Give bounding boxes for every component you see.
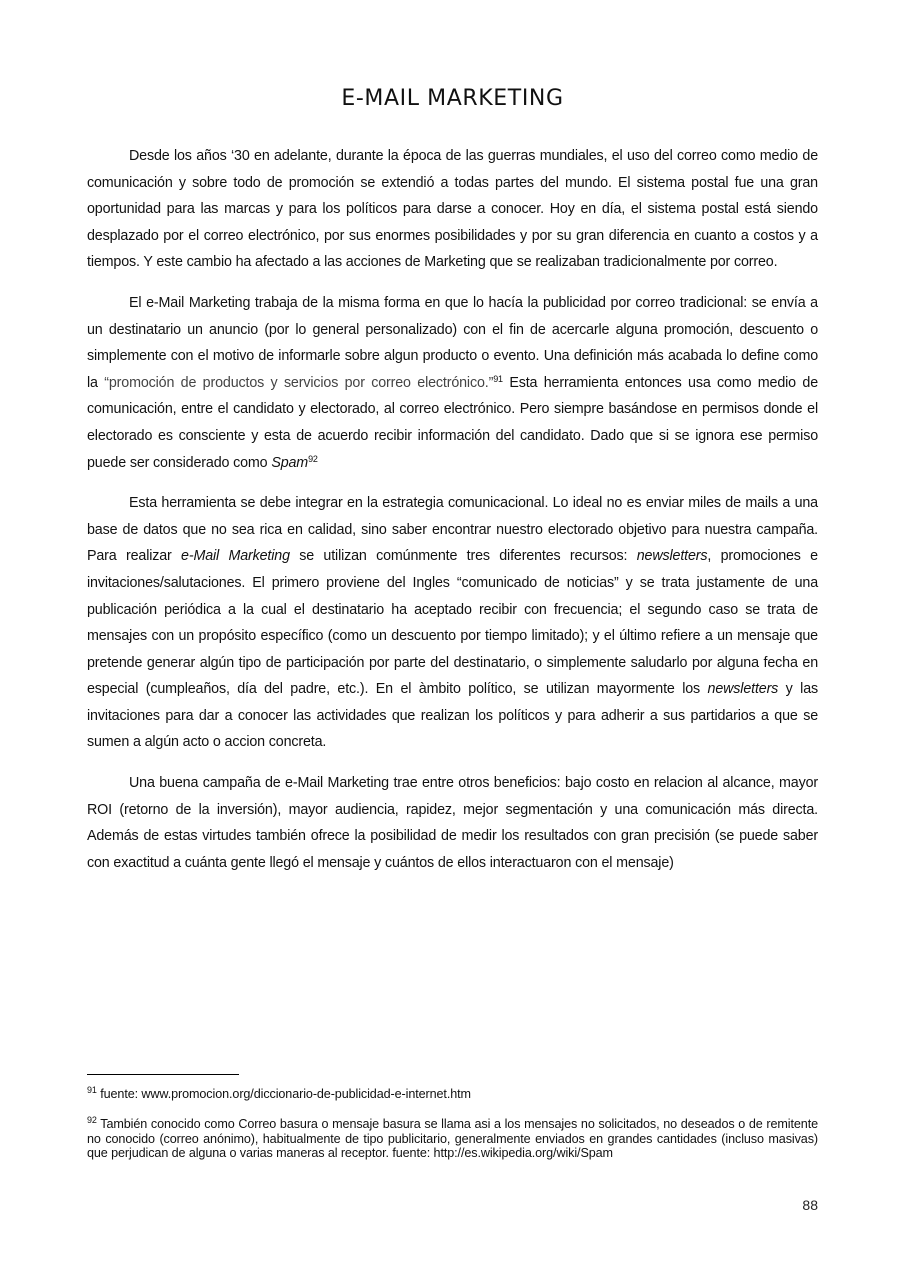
text-run: Esta herramienta se debe integrar en la estrategia comunicacional. Lo ideal no es enviar miles de mails a una base de datos que no sea rica en calidad, sino saber encontrar nuestro electorado objetivo para nuestra campaña. Para realizar [87,495,818,565]
footnote-number: 92 [87,1115,97,1125]
paragraph [87,290,818,476]
footnote-divider [87,1074,239,1075]
text-run: , promociones e invitaciones/salutaciones. El primero proviene del Ingles “comunicado de noticias” y se trata justamente de una publicación periódica a la cual el destinatario ha aceptado recibir con frecuencia; el segundo caso se trata de mensajes con un propósito específico (como un descuento por tiempo limitado); y el último refiere a un mensaje que pretende generar algún tipo de participación por parte del destinatario, o simplemente saludarlo por alguna fecha en especial (cumpleaños, día del padre, etc.). En el àmbito político, se utilizan mayormente los [87,548,818,698]
paragraph [87,770,818,876]
text-run: El e-Mail Marketing trabaja de la misma forma en que lo hacía la publicidad por correo tradicional: se envía a un destinatario un anuncio (por lo general personalizado) con el fin de acercarle alguna promoción, descuento o simplemente con el motivo de informarle sobre algun producto o evento. Una definición más acabada lo define como la [87,294,818,391]
paragraph [87,143,818,276]
text-run: Desde los años ‘30 en adelante, durante la época de las guerras mundiales, el uso del correo como medio de comunicación y sobre todo de promoción se extendió a todas partes del mundo. El sistema postal fue una gran oportunidad para las marcas y para los políticos para darse a conocer. Hoy en día, el sistema postal está siendo desplazado por el correo electrónico, por sus enormes posibilidades y por su gran diferencia en cuanto a costos y a tiempos. Y este cambio ha afectado a las acciones de Marketing que se realizaban tradicionalmente por correo. [87,148,818,271]
paragraph [87,490,818,756]
text-run: Una buena campaña de e-Mail Marketing trae entre otros beneficios: bajo costo en relacion al alcance, mayor ROI (retorno de la inversión), mayor audiencia, rapidez, mejor segmentación y una comunicación más directa. Además de estas virtudes también ofrece la posibilidad de medir los resultados con gran precisión (se puede saber con exactitud a cuánta gente llegó el mensaje y cuántos de ellos interactuaron con el mensaje) [87,775,818,871]
footnote-91 [87,1087,818,1102]
body-text [87,143,818,890]
footnote-number: 91 [87,1085,97,1095]
text-run: y las invitaciones para dar a conocer las actividades que realizan los políticos y para adherir a sus partidarios a que se sumen a algún acto o accion concreta. [87,681,818,751]
footnote-reference: 91 [493,373,503,384]
text-run: Esta herramienta entonces usa como medio de comunicación, entre el candidato y electorado, al correo electrónico. Pero siempre basándose en permisos donde el electorado es consciente y esta de acuerdo recibir información del candidato. Dado que si se ignora ese permiso puede ser considerado como [87,374,818,471]
italic-term: e-Mail Marketing [181,548,290,565]
italic-term: newsletters [636,548,708,565]
footnote-text: fuente: www.promocion.org/diccionario-de-publicidad-e-internet.htm [96,1087,471,1101]
page-number: 88 [802,1197,818,1213]
footnote-92 [87,1117,818,1161]
footnote-text: También conocido como Correo basura o mensaje basura se llama asi a los mensajes no solicitados, no deseados o de remitente no conocido (correo anónimo), habitualmente de tipo publicitario, generalmente enviados en grandes cantidades (incluso masivas) que perjudican de alguna o varias maneras al receptor. fuente: http://es.wikipedia.org/wiki/Spam [87,1117,818,1161]
footnote-reference: 92 [308,453,318,464]
italic-term: Spam [271,454,309,471]
text-run: se utilizan comúnmente tres diferentes recursos: [289,548,637,565]
italic-term: newsletters [707,681,779,698]
page-title: E-MAIL MARKETING [341,86,564,111]
quoted-definition: “promoción de productos y servicios por correo electrónico.” [104,374,494,391]
